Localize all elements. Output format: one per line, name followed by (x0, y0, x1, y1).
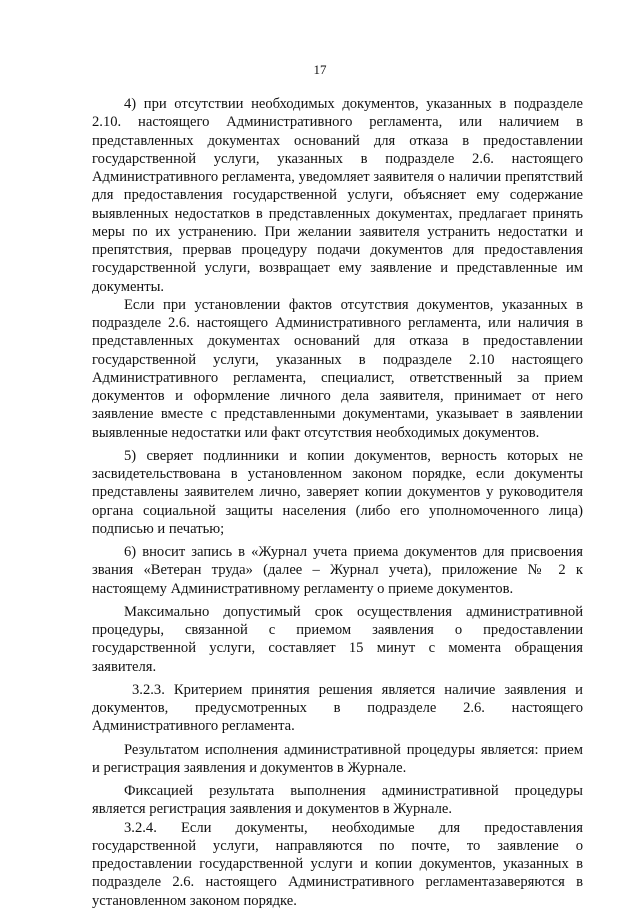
paragraph-missing-documents: Если при установлении фактов отсутствия документов, указанных в подразделе 2.6. настоящего Административного регламента, или наличия в представленных документах оснований для отказа в предоставлении государственной услуги, указанных в подразделе 2.10 настоящего Административного регламента, специалист, ответственный за прием документов и оформление личного дела заявителя, принимает от него заявление вместе с представленными документами, указывает в заявлении выявленные недостатки или факт отсутствия необходимых документов. (92, 296, 583, 441)
paragraph-max-duration: Максимально допустимый срок осуществления административной процедуры, связанной с приемом заявления о предоставлении государственной услуги, составляет 15 минут с момента обращения заявителя. (92, 603, 583, 675)
paragraph-item-5: 5) сверяет подлинники и копии документов, верность которых не засвидетельствована в установленном законом порядке, если документы представлены заявителем лично, заверяет копии документов у руководителя органа социальной защиты населения (либо его уполномоченного лица) подписью и печатью; (92, 447, 583, 537)
document-body (92, 95, 583, 910)
paragraph-result: Результатом исполнения административной процедуры является: прием и регистрация заявления и документов в Журнале. (92, 741, 583, 776)
paragraph-item-4: 4) при отсутствии необходимых документов, указанных в подразделе 2.10. настоящего Административного регламента, или наличием в представленных документах оснований для отказа в предоставлении государственной услуги, указанных в подразделе 2.6. настоящего Административного регламента, уведомляет заявителя о наличии препятствий для предоставления государственной услуги, объясняет ему содержание выявленных недостатков в представленных документах, предлагает принять меры по их устранению. При желании заявителя устранить недостатки и препятствия, прервав процедуру подачи документов для предоставления государственной услуги, возвращает ему заявление и представленные им документы. (92, 96, 583, 295)
paragraph-fixation: Фиксацией результата выполнения административной процедуры является регистрация заявления и документов в Журнале. (92, 783, 583, 818)
paragraph-3-2-4: 3.2.4. Если документы, необходимые для предоставления государственной услуги, направляются по почте, то заявление о предоставлении государственной услуги и копии документов, указанных в подразделе 2.6. настоящего Административного регламентазаверяются в установленном законом порядке. (92, 819, 583, 909)
paragraph-item-6: 6) вносит запись в «Журнал учета приема документов для присвоения звания «Ветеран труда» (далее – Журнал учета), приложение № 2 к настоящему Административному регламенту о приеме документов. (92, 544, 583, 597)
paragraph-3-2-3: 3.2.3. Критерием принятия решения является наличие заявления и документов, предусмотренных в подразделе 2.6. настоящего Административного регламента. (92, 681, 583, 735)
page-number: 17 (313, 62, 327, 77)
